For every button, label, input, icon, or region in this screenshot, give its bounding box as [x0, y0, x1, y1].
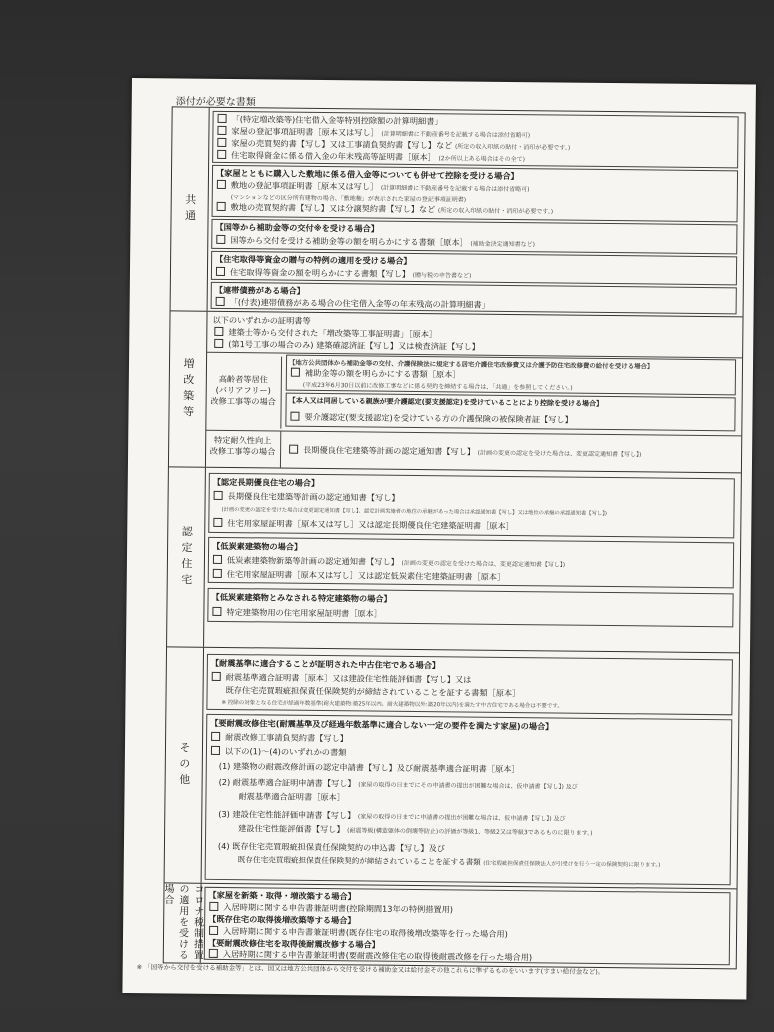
checkbox[interactable] [217, 138, 226, 147]
checkbox[interactable] [216, 297, 225, 306]
document-title: 添付が必要な書類 [175, 96, 256, 109]
section-label-certified: 認定住宅 [179, 525, 194, 590]
barrier-free-sublabel: 高齢者等居住 (バリアフリー) 改修工事等の場合 [205, 356, 282, 429]
section-label-corona: コロナ税制措置の適用を受ける場合 [161, 883, 204, 961]
common-box-subsidy: 【国等から補助金等の交付※を受ける場合】 国等から交付を受ける補助金等の額を明らかにする書類［原本］ (補助金決定通知書など) [211, 219, 737, 255]
footnote: ※ 「国等から交付を受ける補助金等」とは、国又は地方公共団体から交付を受ける補助金又は給付金その他これらに準ずるものをいいます(すまい給付金など)。 [136, 963, 605, 976]
checkbox[interactable] [289, 445, 298, 454]
checkbox[interactable] [213, 569, 222, 578]
checkbox[interactable] [212, 672, 221, 681]
checkbox[interactable] [291, 368, 300, 377]
corona-box: 【家屋を新築・取得・増改築する場合】 入居時期に関する申告書兼証明書(控除期間13年の特例措置用) 【既存住宅の取得後増改築等する場合】 入居時期に関する申告書兼証明書(既存住宅の取得後増改築等を行った場合用) 【要耐震改修住宅を取得後耐震改修する場合】 入居時期に関する申告書兼証明書(要耐震改修住宅の取得後耐震改修を行った場合用) [204, 887, 731, 966]
durability-sublabel: 特定耐久性向上 改修工事等の場合 [205, 430, 281, 468]
checkbox[interactable] [217, 126, 226, 135]
checkbox[interactable] [213, 518, 222, 527]
checkbox[interactable] [209, 926, 218, 935]
certified-box-low-carbon: 【低炭素建築物の場合】 低炭素建築物新築等計画の認定通知書【写し】 (計画の変更の認定を受けた場合は、変更認定通知書【写し】) 住宅用家屋証明書［原本又は写し］又は認定低炭素住宅建築証明書［原本］ [208, 537, 734, 589]
checkbox[interactable] [214, 491, 223, 500]
section-common [171, 107, 745, 317]
barrier-box-subsidy: 【地方公共団体から補助金等の交付、介護保険法に規定する居宅介護住宅改修費又は介護予防住宅改修費の給付を受ける場合】 補助金等の額を明らかにする書類［原本］ (平成23年6月30日以前に改修工事などに係る契約を締結する場合は、「共通」を参照してください。) [286, 355, 736, 396]
document-sheet [122, 78, 756, 999]
checkbox[interactable] [218, 114, 227, 123]
checkbox[interactable] [209, 949, 218, 958]
checkbox[interactable] [211, 732, 220, 741]
section-certified [167, 467, 741, 653]
common-box-joint-debt: 【連帯債務がある場合】 「(付表)連帯債務がある場合の住宅借入金等の年末残高の計算明細書」 [211, 282, 737, 315]
section-label-other: その他 [177, 741, 192, 790]
other-box-seismic-retrofit: 【要耐震改修住宅(耐震基準及び経過年数基準に適合しない一定の要件を満たす家屋)の場合】 耐震改修工事請負契約書【写し】 以下の(1)〜(4)のいずれかの書類 (1) 建築物の耐震改修計画の認定申請書【写し】及び耐震基準適合証明書［原本］ (2) 耐震基準適合証明申請書【写し】 (家屋の取得の日までにその申請書の提出が困難な場合は、仮申請書【写し】) 及び 耐震基準適合証明書［原本］ (3) 建設住宅性能評価申請書【写し】 (家屋の取得の日までに申請書の提出が困難な場合は、仮申請書【写し】) 及び 建設住宅性能評価書【写し】 (耐震等級(構造躯体の倒壊等防止)の評価が等級1、等級2又は等級3であるものに限ります。) (4) 既存住宅売買瑕疵担保責任保険契約の申込書【写し】及び 既存住宅売買瑕疵担保責任保険契約が締結されていることを証する書類 (住宅瑕疵担保責任保険法人が引受けを行う一定の保険契約に限ります。) [205, 714, 733, 885]
checkbox[interactable] [216, 235, 225, 244]
checkbox[interactable] [209, 902, 218, 911]
section-renovation: 増改築等 以下のいずれかの証明書等 建築士等から交付された「増改築等工事証明書」［原本］ (第1号工事の場合のみ) 建築確認済証【写し】又は検査済証【写し】 高齢者等居住 (バリアフリー) 改修工事等の場合 【地方公共団体から補助金等の交付、介護保険法に規定する居宅介護住宅改修費又は介護予防住宅改修費の給付を受ける場合】 補助金等の額を明らかにする書類［原本］ (平成23年6月30日以前に改修工事などに係る契約を締結する場合は、「共通」を参照してください。) 【本人又は同居している親族が要介護認定(要支援認定)を受けていることにより控除を受ける場合】 要介護認定(要支援認定)を受けている方の介護保険の被保険者証【写し】 特定耐久性向上 改修工事等の場合 長期優良住宅建築等計画の認定通知書【写し】 (計画の変更の認定を受けた場合は、変更認定通知書【写し】) [169, 311, 743, 473]
certified-box-long-term: 【認定長期優良住宅の場合】 長期優良住宅建築等計画の認定通知書【写し】 (計画の変更の認定を受けた場合は変更認定通知書【写し】、認定計画実施者の地位の承継があった場合は承認通知書【写し】又は地位の承継の承認通知書【写し】) 住宅用家屋証明書［原本又は写し］又は認定長期優良住宅建築証明書［原本］ [208, 473, 735, 539]
section-corona [161, 883, 737, 968]
checkbox[interactable] [213, 555, 222, 564]
checkbox[interactable] [217, 180, 226, 189]
checkbox[interactable] [212, 607, 221, 616]
checkbox[interactable] [211, 746, 220, 755]
checkbox[interactable] [217, 202, 226, 211]
checkbox[interactable] [214, 327, 223, 336]
common-box-gift: 【住宅取得等資金の贈与の特例の適用を受ける場合】 住宅取得等資金の額を明らかにする書類【写し】 (贈与税の申告書など) [211, 251, 737, 286]
checkbox[interactable] [290, 412, 299, 421]
section-label-renovation: 増改築等 [181, 357, 196, 422]
checkbox[interactable] [217, 150, 226, 159]
common-box-land: 【家屋とともに購入した敷地に係る借入金等についても併せて控除を受ける場合】 敷地の登記事項証明書［原本又は写し］ (計算明細書に不動産番号を記載する場合は添付省略可) (マンションなどの区分所有建物の場合、「敷地権」が表示された家屋の登記事項証明書) 敷地の売買契約書【写し】又は分譲契約書【写し】など (所定の収入印紙の貼付・消印が必要です。) [212, 165, 739, 223]
barrier-box-care: 【本人又は同居している親族が要介護認定(要支援認定)を受けていることにより控除を受ける場合】 要介護認定(要支援認定)を受けている方の介護保険の被保険者証【写し】 [285, 393, 735, 432]
common-box-basic: 「(特定増改築等)住宅借入金等特別控除額の計算明細書」 家屋の登記事項証明書［原本又は写し］ (計算明細書に不動産番号を記載する場合は添付省略可) 家屋の売買契約書【写し】又は工事請負契約書【写し】など (所定の収入印紙の貼付・消印が必要です。) 住宅取得資金に係る借入金の年末残高等証明書［原本］ (2か所以上ある場合はその全て) [212, 111, 739, 169]
section-other [165, 647, 739, 889]
requirements-table [163, 106, 746, 969]
certified-box-specified: 【低炭素建築物とみなされる特定建築物の場合】 特定建築物用の住宅用家屋証明書［原本］ [207, 588, 733, 628]
checkbox[interactable] [214, 339, 223, 348]
other-box-seismic-used: 【耐震基準に適合することが証明された中古住宅である場合】 耐震基準適合証明書［原本］又は建設住宅性能評価書【写し】又は 既存住宅売買瑕疵担保責任保険契約が締結されていることを証する書類［原本］ ※ 控除の対象となる住宅が経過年数基準(耐火建築物:築25年以内、耐火建築物以外:築20年以内)を満たす中古住宅である場合は不要です。 [206, 654, 733, 716]
checkbox[interactable] [216, 267, 225, 276]
section-label-common: 共通 [183, 193, 197, 226]
